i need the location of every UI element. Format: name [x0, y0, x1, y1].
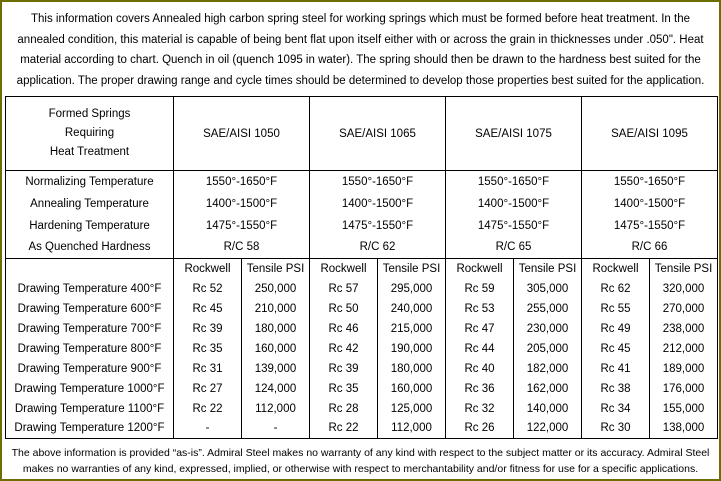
rockwell-value-cell: Rc 22	[310, 419, 378, 439]
row-label-cell: Drawing Temperature 900°F	[6, 359, 174, 379]
tensile-value-cell: 230,000	[514, 319, 582, 339]
row-label-cell: Drawing Temperature 800°F	[6, 339, 174, 359]
tensile-value-cell: 238,000	[650, 319, 718, 339]
row-label-cell: Drawing Temperature 700°F	[6, 319, 174, 339]
row-label-cell: Drawing Temperature 600°F	[6, 299, 174, 319]
grade-header-1050: SAE/AISI 1050	[174, 97, 310, 171]
grade-header-1065: SAE/AISI 1065	[310, 97, 446, 171]
intro-paragraph: This information covers Annealed high carbon spring steel for working springs which must be formed before heat treatment. In the annealed condition, this material is capable of being bent flat upon itself either with or across the grain in thicknesses under .050". Heat material according to chart. Quench in oil (quench 1095 in water). The spring should then be drawn to the hardness best suited for the application. The proper drawing range and cycle times should be determined to develop those properties best suited for the application.	[16, 13, 705, 87]
rockwell-value-cell: Rc 46	[310, 319, 378, 339]
tensile-value-cell: 212,000	[650, 339, 718, 359]
rockwell-value-cell: Rc 59	[446, 279, 514, 299]
tensile-value-cell: -	[242, 419, 310, 439]
tensile-value-cell: 160,000	[378, 379, 446, 399]
row-label-cell: Drawing Temperature 1100°F	[6, 399, 174, 419]
tensile-value-cell: 305,000	[514, 279, 582, 299]
rockwell-value-cell: Rc 55	[582, 299, 650, 319]
rockwell-value-cell: Rc 35	[310, 379, 378, 399]
corner-header-cell	[6, 97, 174, 171]
rockwell-value-cell: Rc 42	[310, 339, 378, 359]
grade-value-cell: 1400°-1500°F	[310, 193, 446, 215]
row-label-cell: As Quenched Hardness	[6, 237, 174, 259]
rockwell-value-cell: Rc 36	[446, 379, 514, 399]
rockwell-value-cell: Rc 31	[174, 359, 242, 379]
table-row-annealing	[6, 193, 718, 215]
tensile-value-cell: 205,000	[514, 339, 582, 359]
rockwell-header-cell: Rockwell	[446, 259, 514, 279]
tensile-value-cell: 112,000	[242, 399, 310, 419]
rockwell-value-cell: Rc 27	[174, 379, 242, 399]
grade-header-1095: SAE/AISI 1095	[582, 97, 718, 171]
tensile-header-cell: Tensile PSI	[650, 259, 718, 279]
row-label-cell: Drawing Temperature 1000°F	[6, 379, 174, 399]
row-label-cell: Hardening Temperature	[6, 215, 174, 237]
tensile-value-cell: 155,000	[650, 399, 718, 419]
row-label-cell: Drawing Temperature 1200°F	[6, 419, 174, 439]
grade-value-cell: 1400°-1500°F	[582, 193, 718, 215]
tensile-value-cell: 124,000	[242, 379, 310, 399]
tensile-value-cell: 138,000	[650, 419, 718, 439]
rockwell-value-cell: Rc 44	[446, 339, 514, 359]
tensile-value-cell: 139,000	[242, 359, 310, 379]
drawing-subheader-empty-cell	[6, 259, 174, 279]
table-row-hardening	[6, 215, 718, 237]
table-row-drawing-800	[6, 339, 718, 359]
grade-header-1075: SAE/AISI 1075	[446, 97, 582, 171]
tensile-value-cell: 270,000	[650, 299, 718, 319]
table-header-row	[6, 97, 718, 171]
tensile-header-cell: Tensile PSI	[514, 259, 582, 279]
grade-value-cell: 1475°-1550°F	[446, 215, 582, 237]
tensile-value-cell: 125,000	[378, 399, 446, 419]
rockwell-value-cell: Rc 62	[582, 279, 650, 299]
row-label-cell: Drawing Temperature 400°F	[6, 279, 174, 299]
tensile-value-cell: 180,000	[242, 319, 310, 339]
rockwell-value-cell: Rc 39	[174, 319, 242, 339]
grade-value-cell: 1550°-1650°F	[446, 171, 582, 193]
tensile-value-cell: 240,000	[378, 299, 446, 319]
grade-value-cell: 1400°-1500°F	[446, 193, 582, 215]
drawing-subheader-row	[6, 259, 718, 279]
rockwell-value-cell: Rc 38	[582, 379, 650, 399]
table-row-drawing-400	[6, 279, 718, 299]
rockwell-value-cell: Rc 30	[582, 419, 650, 439]
row-label-cell: Annealing Temperature	[6, 193, 174, 215]
tensile-value-cell: 182,000	[514, 359, 582, 379]
rockwell-value-cell: Rc 32	[446, 399, 514, 419]
rockwell-value-cell: Rc 39	[310, 359, 378, 379]
grade-value-cell: 1550°-1650°F	[174, 171, 310, 193]
rockwell-value-cell: Rc 50	[310, 299, 378, 319]
grade-value-cell: R/C 65	[446, 237, 582, 259]
tensile-value-cell: 295,000	[378, 279, 446, 299]
tensile-value-cell: 215,000	[378, 319, 446, 339]
tensile-header-cell: Tensile PSI	[242, 259, 310, 279]
rockwell-header-cell: Rockwell	[582, 259, 650, 279]
tensile-value-cell: 180,000	[378, 359, 446, 379]
rockwell-value-cell: Rc 34	[582, 399, 650, 419]
grade-value-cell: 1400°-1500°F	[174, 193, 310, 215]
tensile-value-cell: 112,000	[378, 419, 446, 439]
table-row-drawing-900	[6, 359, 718, 379]
rockwell-header-cell: Rockwell	[310, 259, 378, 279]
rockwell-value-cell: Rc 57	[310, 279, 378, 299]
footer-disclaimer: The above information is provided “as-is”. Admiral Steel makes no warranty of any kind with respect to the subject matter or its accuracy. Admiral Steel makes no warranties of any kind, expressed, implied, or otherwise with respect to merchantability and/or fitness for use for a specific applications.	[11, 447, 710, 475]
tensile-value-cell: 255,000	[514, 299, 582, 319]
grade-value-cell: 1475°-1550°F	[174, 215, 310, 237]
tensile-value-cell: 210,000	[242, 299, 310, 319]
corner-header-line: Heat Treatment	[49, 146, 130, 158]
corner-header-line: Requiring	[64, 127, 115, 139]
table-row-drawing-700	[6, 319, 718, 339]
rockwell-value-cell: Rc 26	[446, 419, 514, 439]
table-row-quenched-hardness	[6, 237, 718, 259]
rockwell-value-cell: -	[174, 419, 242, 439]
tensile-value-cell: 176,000	[650, 379, 718, 399]
table-row-drawing-600	[6, 299, 718, 319]
grade-value-cell: R/C 58	[174, 237, 310, 259]
rockwell-value-cell: Rc 35	[174, 339, 242, 359]
rockwell-value-cell: Rc 40	[446, 359, 514, 379]
grade-value-cell: 1550°-1650°F	[310, 171, 446, 193]
rockwell-value-cell: Rc 53	[446, 299, 514, 319]
tensile-value-cell: 190,000	[378, 339, 446, 359]
tensile-value-cell: 320,000	[650, 279, 718, 299]
grade-value-cell: R/C 62	[310, 237, 446, 259]
tensile-value-cell: 189,000	[650, 359, 718, 379]
tensile-header-cell: Tensile PSI	[378, 259, 446, 279]
heat-treatment-table	[5, 96, 718, 439]
rockwell-value-cell: Rc 45	[582, 339, 650, 359]
rockwell-value-cell: Rc 49	[582, 319, 650, 339]
row-label-cell: Normalizing Temperature	[6, 171, 174, 193]
tensile-value-cell: 250,000	[242, 279, 310, 299]
tensile-value-cell: 122,000	[514, 419, 582, 439]
grade-value-cell: 1550°-1650°F	[582, 171, 718, 193]
table-row-drawing-1000	[6, 379, 718, 399]
grade-value-cell: R/C 66	[582, 237, 718, 259]
tensile-value-cell: 140,000	[514, 399, 582, 419]
rockwell-value-cell: Rc 47	[446, 319, 514, 339]
table-row-normalizing	[6, 171, 718, 193]
rockwell-value-cell: Rc 22	[174, 399, 242, 419]
table-row-drawing-1200	[6, 419, 718, 439]
corner-header-line: Formed Springs	[48, 108, 131, 120]
rockwell-header-cell: Rockwell	[174, 259, 242, 279]
grade-value-cell: 1475°-1550°F	[582, 215, 718, 237]
rockwell-value-cell: Rc 41	[582, 359, 650, 379]
tensile-value-cell: 162,000	[514, 379, 582, 399]
tensile-value-cell: 160,000	[242, 339, 310, 359]
grade-value-cell: 1475°-1550°F	[310, 215, 446, 237]
rockwell-value-cell: Rc 52	[174, 279, 242, 299]
table-row-drawing-1100	[6, 399, 718, 419]
rockwell-value-cell: Rc 28	[310, 399, 378, 419]
rockwell-value-cell: Rc 45	[174, 299, 242, 319]
